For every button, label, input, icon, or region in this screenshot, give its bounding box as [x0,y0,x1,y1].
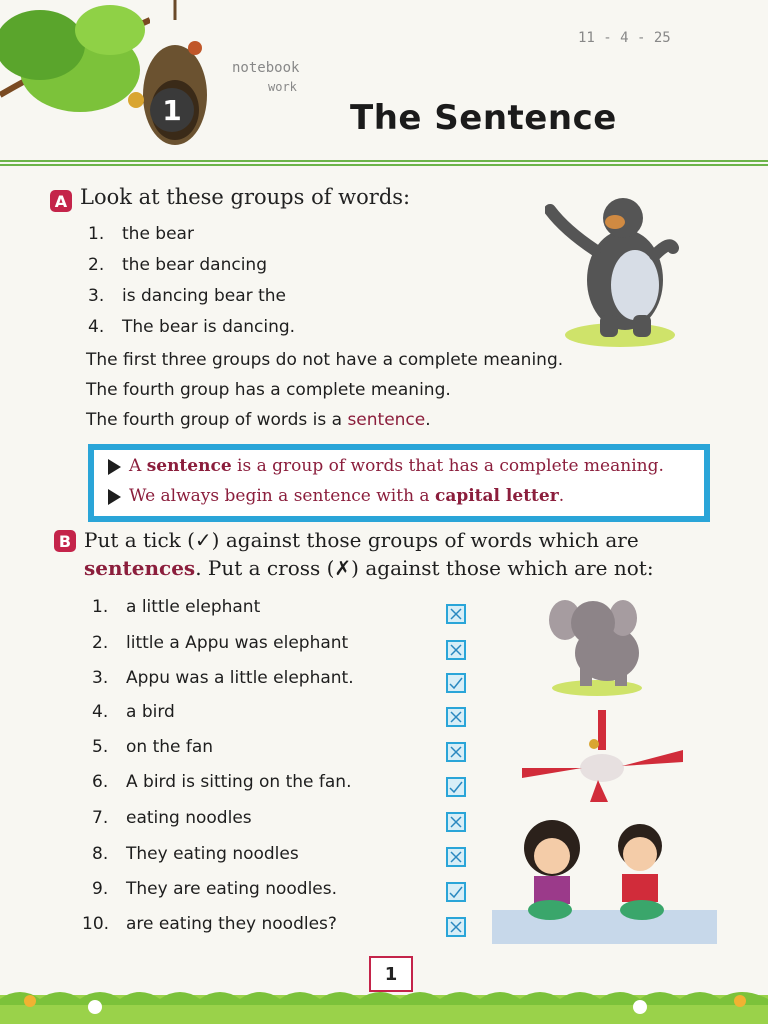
triangle-bullet-icon [108,489,121,505]
answer-box[interactable] [446,604,466,624]
cross-mark-icon [448,919,464,935]
chapter-number: 1 [150,88,194,132]
handwritten-note: notebook [232,60,300,76]
elephant-illustration [545,588,650,698]
list-item: 3. is dancing bear the [88,286,286,306]
list-item: 2. the bear dancing [88,255,267,275]
list-item: 4. The bear is dancing. [88,317,296,337]
children-eating-illustration [492,818,717,944]
answer-box[interactable] [446,777,466,797]
cross-mark-icon [448,849,464,865]
list-item: 1. the bear [88,224,194,244]
triangle-bullet-icon [108,459,121,475]
page-number: 1 [369,956,413,992]
rule-line: We always begin a sentence with a capital letter. [108,486,564,506]
section-instruction: Put a tick (✓) against those groups of words which are sentences. Put a cross (✗) against those which are not: [84,528,654,580]
handwritten-date: 11 - 4 - 25 [578,30,671,46]
list-item: 6. A bird is sitting on the fan. [92,772,352,792]
rule-box [88,444,710,522]
answer-box[interactable] [446,742,466,762]
rule-line: A sentence is a group of words that has a complete meaning. [108,456,664,476]
answer-box[interactable] [446,707,466,727]
list-item: 3. Appu was a little elephant. [92,668,354,688]
explanation-text: The fourth group has a complete meaning. [86,380,451,400]
section-heading: Look at these groups of words: [80,185,411,209]
section-badge: B [54,530,76,552]
page-title: The Sentence [350,98,617,138]
tick-mark-icon [448,779,464,795]
cross-mark-icon [448,709,464,725]
bear-illustration [545,190,680,350]
header-divider [0,160,768,166]
explanation-text: The first three groups do not have a complete meaning. [86,350,564,370]
list-item: 5. on the fan [92,737,214,757]
section-badge: A [50,190,72,212]
list-item: 1. a little elephant [92,597,261,617]
answer-box[interactable] [446,812,466,832]
handwritten-note: work [268,80,297,94]
answer-box[interactable] [446,673,466,693]
cross-mark-icon [448,814,464,830]
answer-box[interactable] [446,640,466,660]
list-item: 10. are eating they noodles? [82,914,337,934]
list-item: 2. little a Appu was elephant [92,633,349,653]
grass-border-illustration [0,985,768,1024]
cross-mark-icon [448,744,464,760]
answer-box[interactable] [446,882,466,902]
cross-mark-icon [448,642,464,658]
conclusion-text: The fourth group of words is a sentence. [86,410,431,430]
cross-mark-icon [448,606,464,622]
list-item: 4. a bird [92,702,175,722]
list-item: 7. eating noodles [92,808,252,828]
tick-mark-icon [448,884,464,900]
tick-mark-icon [448,675,464,691]
ceiling-fan-illustration [520,710,685,805]
list-item: 9. They are eating noodles. [92,879,338,899]
list-item: 8. They eating noodles [92,844,299,864]
answer-box[interactable] [446,917,466,937]
answer-box[interactable] [446,847,466,867]
